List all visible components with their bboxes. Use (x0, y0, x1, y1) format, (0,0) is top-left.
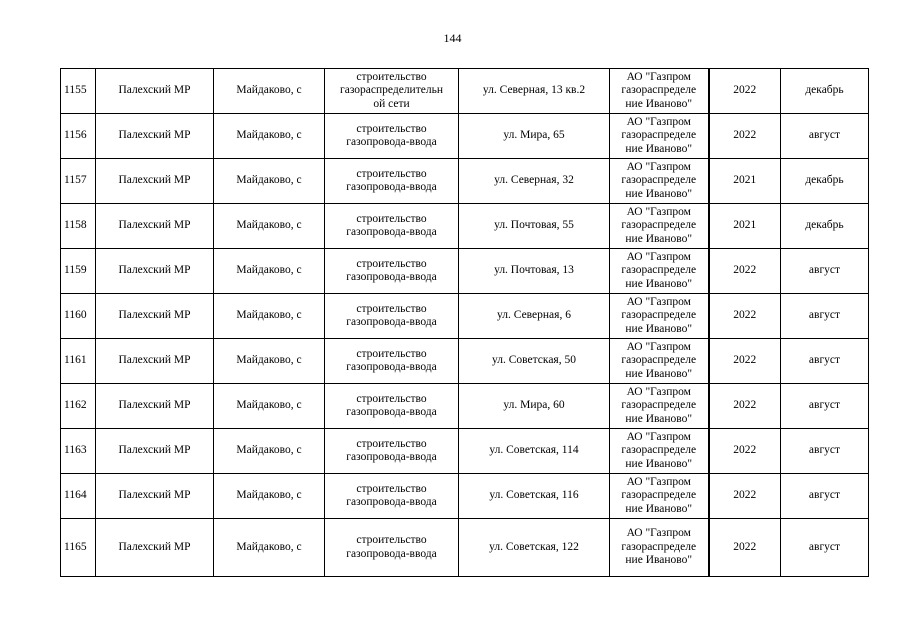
organization-line: АО "Газпром (626, 115, 691, 128)
table-row (61, 384, 869, 429)
settlement-cell: Майдаково, с (214, 294, 325, 339)
month-cell: декабрь (781, 159, 869, 204)
organization-line: газораспределе (621, 489, 697, 502)
year-cell: 2022 (709, 294, 781, 339)
year-cell: 2022 (709, 429, 781, 474)
address-cell: ул. Северная, 6 (459, 294, 610, 339)
work-type-line: газопровода-ввода (346, 136, 437, 148)
organization-line: ние Иваново" (625, 412, 693, 425)
organization-line: ние Иваново" (625, 187, 693, 200)
work-type-line: газопровода-ввода (346, 406, 437, 418)
work-type-line: газопровода-ввода (346, 271, 437, 283)
organization-cell (610, 114, 709, 159)
work-type-cell (325, 474, 459, 519)
address-cell: ул. Советская, 116 (459, 474, 610, 519)
district-cell: Палехский МР (96, 114, 214, 159)
organization-line: газораспределе (621, 129, 697, 142)
organization-line: газораспределе (621, 219, 697, 232)
organization-line: ние Иваново" (625, 502, 693, 515)
settlement-cell: Майдаково, с (214, 519, 325, 577)
organization-line: АО "Газпром (626, 430, 691, 443)
row-number-cell: 1156 (61, 114, 96, 159)
work-type-line: строительство (356, 534, 427, 546)
row-number-cell: 1164 (61, 474, 96, 519)
work-type-cell (325, 114, 459, 159)
organization-line: газораспределе (621, 399, 697, 412)
work-type-line: газопровода-ввода (346, 181, 437, 193)
month-cell: декабрь (781, 204, 869, 249)
settlement-cell: Майдаково, с (214, 69, 325, 114)
organization-line: ние Иваново" (625, 367, 693, 380)
organization-line: газораспределе (621, 84, 697, 97)
organization-line: газораспределе (621, 309, 697, 322)
table-row (61, 114, 869, 159)
organization-line: ние Иваново" (625, 322, 693, 335)
year-cell: 2022 (709, 114, 781, 159)
work-type-line: строительство (356, 437, 427, 450)
settlement-cell: Майдаково, с (214, 159, 325, 204)
organization-cell (610, 69, 709, 114)
settlement-cell: Майдаково, с (214, 474, 325, 519)
table-body (61, 69, 869, 577)
work-type-cell (325, 69, 459, 114)
organization-line: АО "Газпром (626, 475, 691, 488)
work-type-line: ой сети (373, 97, 410, 110)
district-cell: Палехский МР (96, 69, 214, 114)
table-row (61, 339, 869, 384)
work-type-cell (325, 384, 459, 429)
month-cell: август (781, 474, 869, 519)
address-cell: ул. Северная, 13 кв.2 (459, 69, 610, 114)
organization-line: АО "Газпром (626, 160, 691, 173)
settlement-cell: Майдаково, с (214, 384, 325, 429)
month-cell: декабрь (781, 69, 869, 114)
row-number-cell: 1160 (61, 294, 96, 339)
month-cell: август (781, 294, 869, 339)
settlement-cell: Майдаково, с (214, 114, 325, 159)
work-type-cell (325, 249, 459, 294)
work-type-line: газопровода-ввода (346, 226, 437, 238)
organization-line: АО "Газпром (626, 385, 691, 398)
organization-line: газораспределе (621, 540, 697, 553)
address-cell: ул. Советская, 114 (459, 429, 610, 474)
organization-line: газораспределе (621, 444, 697, 457)
row-number-cell: 1158 (61, 204, 96, 249)
work-type-cell (325, 159, 459, 204)
year-cell: 2021 (709, 159, 781, 204)
address-cell: ул. Советская, 50 (459, 339, 610, 384)
organization-line: ние Иваново" (625, 457, 693, 470)
row-number-cell: 1163 (61, 429, 96, 474)
organization-line: АО "Газпром (626, 70, 691, 83)
year-cell: 2022 (709, 384, 781, 429)
work-type-line: газопровода-ввода (346, 361, 437, 373)
address-cell: ул. Почтовая, 55 (459, 204, 610, 249)
table-row (61, 69, 869, 114)
work-type-cell (325, 294, 459, 339)
district-cell: Палехский МР (96, 384, 214, 429)
row-number-cell: 1155 (61, 69, 96, 114)
year-cell: 2022 (709, 474, 781, 519)
year-cell: 2021 (709, 204, 781, 249)
row-number-cell: 1159 (61, 249, 96, 294)
row-number-cell: 1165 (61, 519, 96, 577)
address-cell: ул. Северная, 32 (459, 159, 610, 204)
address-cell: ул. Мира, 60 (459, 384, 610, 429)
month-cell: август (781, 429, 869, 474)
year-cell: 2022 (709, 69, 781, 114)
work-type-cell (325, 339, 459, 384)
work-type-line: строительство (356, 122, 427, 135)
organization-cell (610, 159, 709, 204)
table-row (61, 294, 869, 339)
settlement-cell: Майдаково, с (214, 204, 325, 249)
work-type-line: газопровода-ввода (346, 451, 437, 463)
address-cell: ул. Почтовая, 13 (459, 249, 610, 294)
organization-line: газораспределе (621, 264, 697, 277)
address-cell: ул. Советская, 122 (459, 519, 610, 577)
work-type-line: газопровода-ввода (346, 316, 437, 328)
table-row (61, 519, 869, 577)
organization-line: ние Иваново" (625, 232, 693, 245)
work-type-line: строительство (356, 257, 427, 270)
work-type-line: строительство (356, 167, 427, 180)
year-cell: 2022 (709, 249, 781, 294)
district-cell: Палехский МР (96, 339, 214, 384)
month-cell: август (781, 249, 869, 294)
work-type-line: строительство (356, 392, 427, 405)
row-number-cell: 1162 (61, 384, 96, 429)
table-row (61, 159, 869, 204)
organization-line: АО "Газпром (626, 295, 691, 308)
settlement-cell: Майдаково, с (214, 249, 325, 294)
work-type-line: строительство (356, 302, 427, 315)
organization-line: ние Иваново" (625, 142, 693, 155)
page-number: 144 (443, 31, 462, 45)
month-cell: август (781, 114, 869, 159)
district-cell: Палехский МР (96, 429, 214, 474)
organization-line: газораспределе (621, 354, 697, 367)
work-type-line: газопровода-ввода (346, 547, 437, 560)
district-cell: Палехский МР (96, 159, 214, 204)
year-cell: 2022 (709, 519, 781, 577)
work-type-cell (325, 429, 459, 474)
work-type-line: строительство (356, 482, 427, 495)
row-number-cell: 1157 (61, 159, 96, 204)
table-row (61, 204, 869, 249)
work-type-cell (325, 519, 459, 577)
organization-line: ние Иваново" (625, 97, 693, 110)
work-type-line: строительство (356, 212, 427, 225)
district-cell: Палехский МР (96, 294, 214, 339)
district-cell: Палехский МР (96, 474, 214, 519)
year-cell: 2022 (709, 339, 781, 384)
table-row (61, 429, 869, 474)
organization-cell (610, 474, 709, 519)
work-type-line: газораспределительн (340, 84, 443, 97)
settlement-cell: Майдаково, с (214, 429, 325, 474)
organization-line: АО "Газпром (626, 205, 691, 218)
work-type-line: газопровода-ввода (346, 496, 437, 508)
organization-line: ние Иваново" (625, 277, 693, 290)
district-cell: Палехский МР (96, 204, 214, 249)
district-cell: Палехский МР (96, 249, 214, 294)
month-cell: август (781, 384, 869, 429)
table-row (61, 474, 869, 519)
gasification-table (60, 68, 869, 577)
row-number-cell: 1161 (61, 339, 96, 384)
organization-cell (610, 429, 709, 474)
table-row (61, 249, 869, 294)
organization-cell (610, 249, 709, 294)
organization-line: АО "Газпром (626, 527, 691, 540)
work-type-line: строительство (356, 347, 427, 360)
settlement-cell: Майдаково, с (214, 339, 325, 384)
month-cell: август (781, 519, 869, 577)
work-type-cell (325, 204, 459, 249)
organization-cell (610, 384, 709, 429)
organization-cell (610, 294, 709, 339)
district-cell: Палехский МР (96, 519, 214, 577)
organization-line: АО "Газпром (626, 340, 691, 353)
organization-line: АО "Газпром (626, 250, 691, 263)
organization-line: газораспределе (621, 174, 697, 187)
organization-cell (610, 519, 709, 577)
work-type-line: строительство (356, 70, 427, 83)
organization-line: ние Иваново" (625, 554, 693, 567)
address-cell: ул. Мира, 65 (459, 114, 610, 159)
month-cell: август (781, 339, 869, 384)
organization-cell (610, 204, 709, 249)
organization-cell (610, 339, 709, 384)
